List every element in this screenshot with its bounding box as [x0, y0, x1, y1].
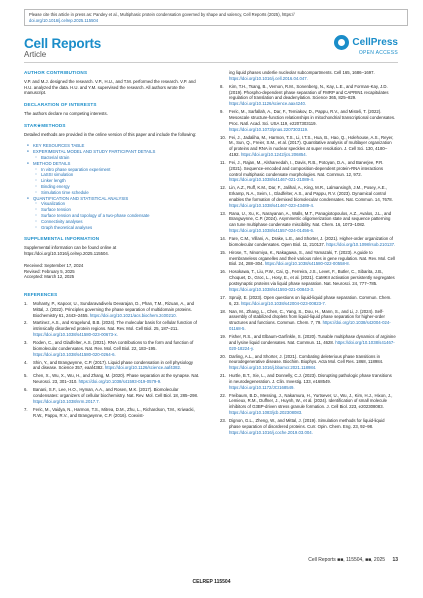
reference-item: [24, 301, 200, 318]
declaration-heading: DECLARATION OF INTERESTS: [24, 102, 97, 108]
reference-number: 8.: [220, 83, 224, 89]
reference-text: Dignon, G.L., Zheng, W., and Mittal, J. (2019). Simulation methods for liquid-liquid phase separation of disordered proteins. Curr. Opin. Chem. Eng. 23, 92–98. https://doi.org/10.1016/j.coche.2019.03.004.: [229, 418, 385, 435]
reference-number: 20.: [220, 353, 226, 359]
reference-doi-link[interactable]: https://doi.org/10.1242/jcs.206854.: [240, 151, 307, 157]
reference-doi-link[interactable]: https://doi.org/10.1126/science.aaf4382.: [104, 365, 182, 371]
star-methods-text: Detailed methods are provided in the online version of this paper and include the following:: [24, 131, 197, 137]
reference-item: [220, 295, 396, 307]
star-methods-subitem[interactable]: ○ Surface tension: [41, 207, 200, 213]
reference-number: 12.: [220, 185, 226, 191]
reference-text: Roden, C., and Gladfelter, A.S. (2021). RNA contributions to the form and function of biomolecular condensates. Nat. Rev. Mol. Cell Biol. 22, 183–195. https://doi.org/10.1038/s41580-020-0264-6.: [33, 340, 194, 357]
references-list-left: [24, 301, 200, 418]
reference-item: [24, 360, 200, 372]
star-methods-item[interactable]: [33, 149, 200, 161]
reference-item: [220, 84, 396, 107]
reference-text: Fisher, R.S., and Elbaum-Garfinkle, S. (2020). Tunable multiphase dynamics of arginine and lysine liquid condensates. Nat. Commun. 11, 4628. https://doi.org/10.1038/s41467-020-18224-y.: [229, 333, 396, 351]
reference-number: 5.: [24, 373, 28, 379]
reference-text: Kim, T.H., Tsang, B., Vernon, R.M., Sonenberg, N., Kay, L.E., and Forman-Kay, J.D. (2019). Phospho-dependent phase separation of FMRP and CAPRIN1 recapitulates regulation of translation and deadenylation. Science 365, 825–829. https://doi.org/10.1126/science.aax4240.: [229, 83, 389, 107]
reference-doi-link[interactable]: https://doi.org/10.1172/JCI168549.: [229, 384, 295, 390]
star-methods-subitem[interactable]: ○ Graph theoretical analyses: [41, 225, 200, 231]
reference-text: Rana, U., Xu, K., Narayanan, A., Walls, M.T., Panagiotopoulos, A.Z., Avalos, J.L., and Brangwynne, C.P. (2024). Asymmetric oligomerization state and sequence patterning can tune multiphase condensate miscibility. Nat. Chem. 16, 1073–1082. https://doi.org/10.1038/s41557-024-01456-6.: [229, 210, 392, 234]
reference-doi-link[interactable]: https://doi.org/10.1038/s42004-023-00823-7.: [240, 300, 326, 306]
reference-doi-link[interactable]: https://doi.org/10.1038/s41580-020-0264-6.: [33, 351, 116, 357]
reference-doi-link[interactable]: https://doi.org/10.1038/s41593-021-00843-3.: [229, 286, 315, 292]
reference-number: 17.: [220, 294, 226, 300]
reference-item: [24, 320, 200, 337]
reference-text: Fei, J., Jadaliha, M., Harmon, T.S., Li, I.T.S., Hua, B., Hao, Q., Holehouse, A.S., Reyer, M., Sun, Q., Freier, S.M., et al. (2017). Quantitative analysis of multilayer organization of proteins and RNA in nuclear speckles at super resolution. J. Cell Sci. 130, 4180–4192. https://doi.org/10.1242/jcs.206854.: [229, 134, 394, 157]
star-methods-subitem[interactable]: ○ Binding energy: [41, 184, 200, 190]
accepted-date: Accepted: March 12, 2025: [24, 274, 75, 280]
reference-doi-link[interactable]: https://doi.org/10.1038/s41467-020-18224-y.: [229, 339, 395, 351]
reference-item: [24, 373, 200, 385]
proof-id: CELREP 115504: [192, 579, 231, 585]
reference-doi-link[interactable]: https://doi.org/10.1083/jcb.202308083.: [229, 410, 303, 416]
reference-number: 14.: [220, 236, 226, 242]
reference-number: 19.: [220, 333, 226, 339]
star-methods-subitem[interactable]: ○ Linker length: [41, 178, 200, 184]
star-methods-subitem[interactable]: ○ Bacterial strain: [41, 155, 200, 161]
supplemental-heading: SUPPLEMENTAL INFORMATION: [24, 236, 100, 242]
reference-item: [220, 334, 396, 351]
reference-doi-link[interactable]: https://doi.org/10.1038/s42004-024-01168-5.: [229, 320, 391, 331]
reference-text: Hurtle, B.T., Xie, L., and Donnelly, C.J. (2023). Disrupting pathologic phase transitions in neurodegeneration. J. Clin. Investig. 133, e168549. https://doi.org/10.1172/JCI168549.: [229, 373, 392, 390]
star-methods-heading: STAR★METHODS: [24, 122, 66, 128]
cellpress-logo: [334, 35, 398, 50]
right-column: [220, 70, 396, 438]
footer-citation: Cell Reports ■■, 115504, ■■, 2025: [308, 557, 386, 563]
declaration-text: The authors declare no competing interests.: [24, 110, 108, 116]
references-heading: REFERENCES: [24, 292, 58, 298]
supplemental-text: Supplemental information can be found online at https://doi.org/10.1016/j.celrep.2025.115504.: [24, 245, 117, 256]
reference-item: [220, 418, 396, 435]
star-methods-item-label: QUANTIFICATION AND STATISTICAL ANALYSIS: [33, 195, 129, 201]
reference-number: 2.: [24, 320, 28, 326]
reference-number: 1.: [24, 300, 28, 306]
reference-item: [220, 70, 396, 82]
reference-text: Banani, S.F., Lee, H.O., Hyman, A.A., and Rosen, M.K. (2017). Biomolecular condensates: organizers of cellular biochemistry. Nat. Rev. Mol. Cell Biol. 18, 285–298. https://doi.org/10.1038/nrm.2017.7.: [33, 387, 199, 404]
reference-item: [220, 211, 396, 234]
reference-number: 11.: [220, 159, 226, 165]
left-column: [24, 70, 200, 421]
reference-item: [220, 393, 396, 416]
reference-number: 22.: [220, 392, 226, 398]
reference-doi-link[interactable]: https://doi.org/10.1038/s41557-024-01456-6.: [229, 228, 315, 234]
reference-text: Darling, A.L., and Shorter, J. (2021). Combating deleterious phase transitions in neurodegenerative disease. Biochim. Biophys. Acta Mol. Cell Res. 1868, 118984. https://doi.org/10.1016/j.bbamcr.2021.118984.: [229, 353, 384, 371]
reference-doi-link[interactable]: https://doi.org/10.1016/j.coche.2019.03.004.: [229, 429, 313, 435]
reference-number: 3.: [24, 340, 28, 346]
article-type: Article: [24, 50, 47, 59]
reference-number: 4.: [24, 359, 28, 365]
journal-title: Cell Reports: [24, 36, 102, 51]
reference-number: 21.: [220, 373, 226, 379]
page-number: 13: [392, 557, 398, 563]
reference-doi-link[interactable]: https://doi.org/10.1038/s41580-023-00673-x.: [33, 332, 118, 338]
star-methods-subitem[interactable]: ○ Surface tension and topology of a two-phase condensate: [41, 213, 200, 219]
reference-item: [220, 236, 396, 248]
reference-item: [24, 340, 200, 357]
star-methods-list: [24, 143, 200, 230]
reference-item: [220, 354, 396, 371]
reference-item: [220, 250, 396, 267]
reference-doi-link[interactable]: https://doi.org/10.1073/pnas.2207303119.: [229, 126, 309, 132]
star-methods-subitem[interactable]: ○ Visualization: [41, 201, 200, 207]
reference-text: Martinez, A.S., and Kragelund, B.B. (2024). The molecular basis for cellular function of intrinsically disordered protein regions. Nat. Rev. Mol. Cell Biol. 25, 187–211. https://doi.org/10.1038/s41580-023-00673-x.: [33, 320, 198, 338]
reference-text: Fei, J., Rajan, M., Alshareedah, I., Davis, R.B., Potoyan, D.A., and Banerjee, P.R. (2021). Sequence-encoded and composition-dependent protein-RNA interactions control multiphasic condensate morphologies. Nat. Commun. 12, 972. https://doi.org/10.1038/s41467-021-21089-4.: [229, 159, 384, 183]
author-contributions-text: V.P. and M.J. designed the research. V.P., H.U., and T.M. performed the research. V.P. and H.U. analyzed the data. H.U. and Y.M. supervised the research. All authors wrote the manuscript.: [24, 78, 196, 96]
author-contributions-heading: AUTHOR CONTRIBUTIONS: [24, 70, 88, 75]
citation-notice-line1: Please cite this article in press as: Pandey et al., Multiphasic protein condensation governed by shape and valency, Cell Reports (2025), https://: [29, 12, 295, 17]
star-methods-subitem[interactable]: ○ Connectivity analyses: [41, 219, 200, 225]
citation-notice: [24, 9, 408, 26]
reference-number: 15.: [220, 249, 226, 255]
reference-item: [220, 373, 396, 390]
citation-notice-doi-link[interactable]: doi.org/10.1016/j.celrep.2025.115504: [29, 17, 99, 23]
reference-number: 10.: [220, 134, 226, 140]
reference-text: Freibaum, B.D., Messing, J., Nakamura, H., Yurtsever, U., Wu, J., Kim, H.J., Hixon, J., Lemieux, R.M., Duffner, J., Huynh, W., et al. (2024). Identification of small molecule inhibitors of G3BP-driven stress granule formation. J. Cell Biol. 223, e202308083. https://doi.org/10.1083/jcb.202308083.: [229, 392, 393, 416]
reference-text: Hirose, T., Ninomiya, K., Nakagawa, S., and Yamazaki, T. (2023). A guide to membraneless organelles and their various roles in gene regulation. Nat. Rev. Mol. Cell Biol. 24, 288–304. https://doi.org/10.1038/s41580-022-00558-8.: [229, 249, 395, 267]
reference-doi-link[interactable]: https://doi.org/10.1016/j.bbamcr.2021.118984.: [229, 365, 317, 371]
reference-item: [220, 135, 396, 158]
reference-number: 16.: [220, 269, 226, 275]
reference-text: Feric, M., Vaidya, N., Harmon, T.S., Mitrea, D.M., Zhu, L., Richardson, T.M., Kriwacki, R.W., Pappu, R.V., and Brangwynne, C.P. (2016). Coexist-: [33, 406, 195, 418]
revised-date: Revised: February 5, 2025: [24, 268, 75, 274]
star-methods-subitem[interactable]: ○ LaSSI simulation: [41, 172, 200, 178]
reference-number: 7.: [24, 406, 28, 412]
star-methods-subitem[interactable]: ○ Simulation time schedule: [41, 190, 200, 196]
reference-text: Lin, A.Z., Ruff, K.M., Dar, F., Jalihal, A., King, M.R., Lalmansingh, J.M., Posey, A.E., Erkamp, N.A., Seim, I., Gladfelter, A.S., and Pappu, R.V. (2023). Dynamical control enables the formation of demixed biomolecular condensates. Nat. Commun. 14, 7678. https://doi.org/10.1038/s41467-023-43489-4.: [229, 185, 393, 208]
star-methods-item-label: EXPERIMENTAL MODEL AND STUDY PARTICIPANT DETAILS: [33, 149, 156, 155]
reference-doi-link[interactable]: https://doi.org/10.1038/s41580-022-00558-8.: [264, 261, 350, 267]
reference-number: [220, 70, 229, 82]
reference-doi-link[interactable]: https://doi.org/10.1098/rsob.210137.: [326, 241, 396, 247]
star-methods-item[interactable]: [33, 161, 200, 196]
reference-text: Mohanty, P., Kapoor, U., Sundaravadivelu Devarajan, D., Phan, T.M., Rizuan, A., and Mittal, J. (2022). Principles governing the phase separation of multidomain proteins. Biochemistry 61, 2443–2455. https://doi.org/10.1021/acs.biochem.2c00210.: [33, 300, 194, 318]
star-methods-item-label: METHOD DETAILS: [33, 160, 71, 166]
reference-item: [220, 160, 396, 183]
open-access-label: OPEN ACCESS: [358, 50, 398, 56]
references-list-right: [220, 70, 396, 435]
reference-item: [220, 185, 396, 208]
reference-doi-link[interactable]: https://doi.org/10.1021/acs.biochem.2c00210.: [89, 312, 177, 318]
star-methods-item-label: KEY RESOURCES TABLE: [33, 143, 85, 149]
reference-text: ing liquid phases underlie nucleolar subcompartments. Cell 165, 1686–1697. https://doi.org/10.1016/j.cell.2016.04.047.: [229, 70, 375, 81]
reference-text: Feric, M., Sarfallah, A., Dar, F., Temiakov, D., Pappu, R.V., and Misteli, T. (2022). Mesoscale structure-function relationships in mitochondrial transcriptional condensates. Proc. Natl. Acad. Sci. USA 119, e2207303119. https://doi.org/10.1073/pnas.2207303119.: [229, 109, 396, 132]
star-methods-sublist: [33, 201, 200, 230]
star-methods-item[interactable]: [33, 196, 200, 231]
page-footer: [308, 557, 398, 563]
reference-number: 6.: [24, 387, 28, 393]
reference-item: [220, 309, 396, 332]
reference-number: 18.: [220, 308, 226, 314]
reference-doi-link[interactable]: https://doi.org/10.1038/s41467-021-21089-4.: [229, 177, 315, 183]
reference-doi-link[interactable]: https://doi.org/10.1038/nrm.2017.7.: [33, 398, 100, 404]
reference-number: 9.: [220, 109, 224, 115]
reference-text: Chen, X., Wu, X., Wu, H., and Zhang, M. (2020). Phase separation at the synapse. Nat. Neurosci. 23, 301–310. https://doi.org/10.1038/s41593-019-0579-9.: [33, 373, 200, 385]
reference-text: Fare, C.M., Villani, A., Drake, L.E., and Shorter, J. (2021). Higher-order organization of biomolecular condensates. Open Biol. 11, 210137. https://doi.org/10.1098/rsob.210137.: [229, 236, 396, 247]
reference-doi-link[interactable]: https://doi.org/10.1126/science.aax4240.: [229, 101, 307, 107]
reference-doi-link[interactable]: https://doi.org/10.1038/s41593-019-0579-9.: [78, 379, 162, 385]
reference-text: Hosokawa, T., Liu, P.W., Cai, Q., Ferreira, J.S., Levet, F., Butler, C., Sibarita, J.B., Choquet, D., Groc, L., Hosy, E., et al. (2021). CaMKII activation persistently segregates postsynaptic proteins via liquid phase separation. Nat. Neurosci. 24, 777–785. https://doi.org/10.1038/s41593-021-00843-3.: [229, 269, 395, 292]
cellpress-logo-text: CellPress: [352, 36, 398, 48]
reference-item: [24, 387, 200, 404]
reference-item: [220, 109, 396, 132]
reference-text: Nan, M., Zhang, L., Chen, C., Yang, S., Dou, H., Mann, S., and Li, J. (2024). Self-assembly of stabilized droplets from liquid-liquid phase separation for higher-order structures and functions. Commun. Chem. 7, 79. https://doi.org/10.1038/s42004-024-01168-5.: [229, 308, 391, 331]
received-date: Received: September 17, 2024: [24, 262, 84, 268]
reference-item: [220, 269, 396, 292]
reference-doi-link[interactable]: https://doi.org/10.1038/s41467-023-43489-4.: [229, 202, 315, 208]
header-divider: [24, 62, 398, 63]
star-methods-sublist: [33, 167, 200, 196]
reference-item: [24, 407, 200, 419]
star-methods-subitem[interactable]: ○ In vitro phase separation experiment: [41, 167, 200, 173]
reference-text: Spruijt, E. (2023). Open questions on liquid-liquid phase separation. Commun. Chem. 6, 23. https://doi.org/10.1038/s42004-023-00823-7.: [229, 294, 392, 306]
reference-number: 23.: [220, 418, 226, 424]
cellpress-logo-icon: [334, 35, 349, 50]
reference-number: 13.: [220, 210, 226, 216]
reference-text: Shin, Y., and Brangwynne, C.P. (2017). Liquid phase condensation in cell physiology and disease. Science 357, eaaf4382. https://doi.org/10.1126/science.aaf4382.: [33, 359, 194, 371]
reference-doi-link[interactable]: https://doi.org/10.1016/j.cell.2016.04.047.: [229, 75, 308, 81]
